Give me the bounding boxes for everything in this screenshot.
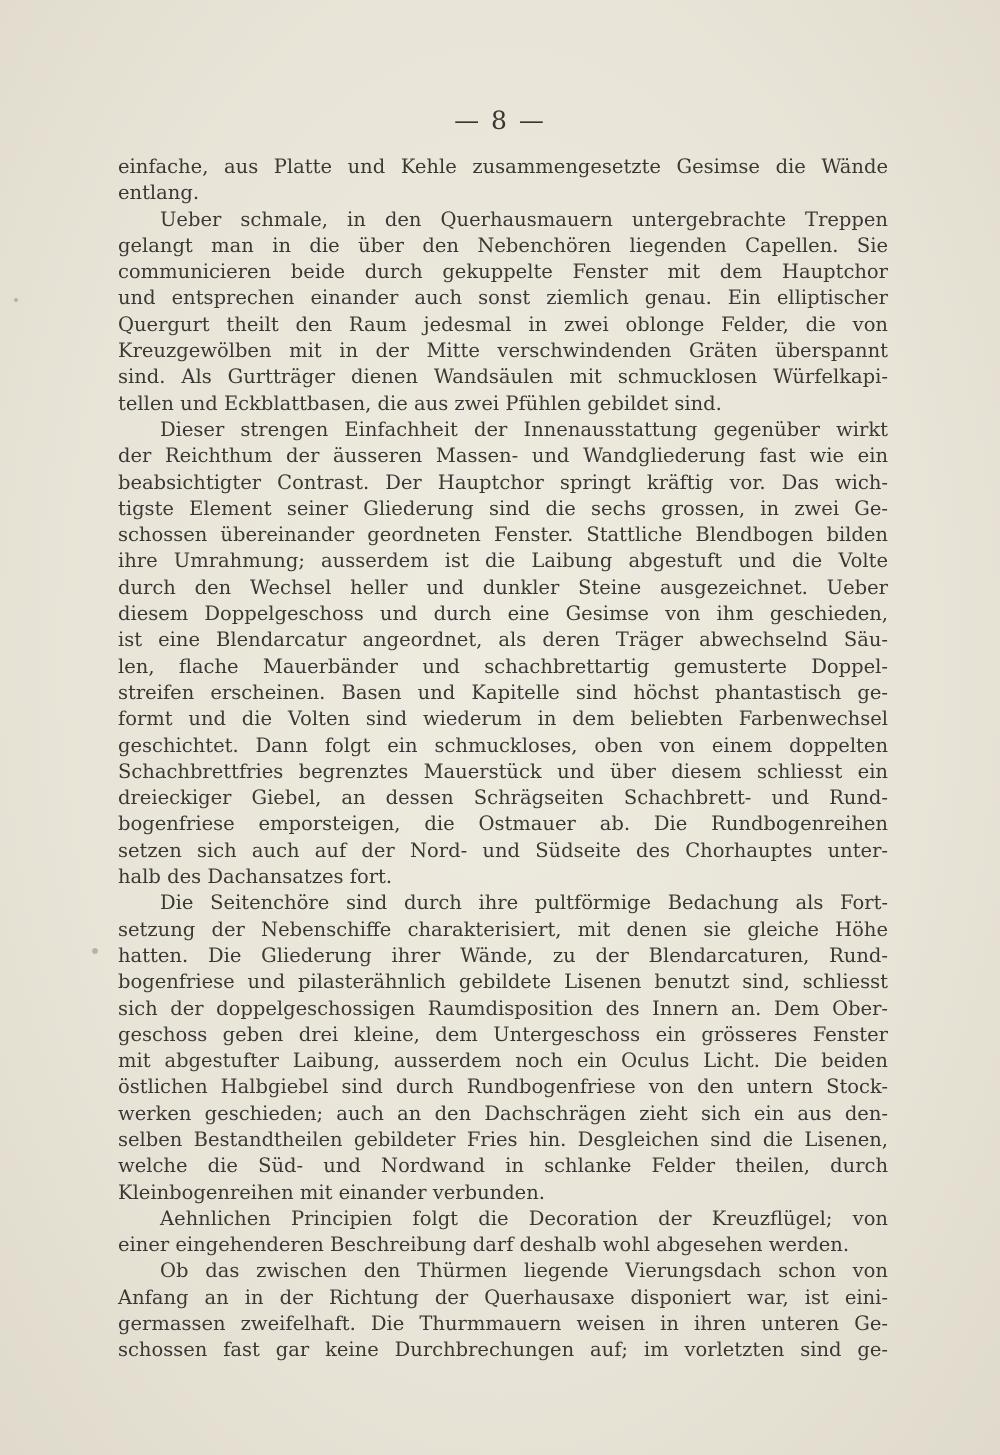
text-line: streifen erscheinen. Basen und Kapitelle sind höchst phantastisch ge- <box>118 680 888 704</box>
text-line: schossen übereinander geordneten Fenster. Stattliche Blendbogen bilden <box>118 523 888 547</box>
text-line: Aehnlichen Principien folgt die Decoration der Kreuzflügel; von <box>160 1206 888 1230</box>
text-line: mit abgestufter Laibung, ausserdem noch ein Oculus Licht. Die beiden <box>118 1049 888 1073</box>
text-line: gelangt man in die über den Nebenchören liegenden Capellen. Sie <box>118 233 888 257</box>
paper-speck <box>92 948 98 954</box>
text-line: geschoss geben drei kleine, dem Untergeschoss ein grösseres Fenster <box>118 1022 888 1046</box>
text-line: und entsprechen einander auch sonst ziemlich genau. Ein elliptischer <box>118 286 888 310</box>
text-line: communicieren beide durch gekuppelte Fenster mit dem Hauptchor <box>118 260 888 284</box>
text-line: formt und die Volten sind wiederum in dem beliebten Farbenwechsel <box>118 707 888 731</box>
text-line: dreieckiger Giebel, an dessen Schrägseiten Schachbrett- und Rund- <box>118 786 888 810</box>
text-line: östlichen Halbgiebel sind durch Rundbogenfriese von den untern Stock- <box>118 1075 888 1099</box>
text-line: Schachbrettfries begrenztes Mauerstück und über diesem schliesst ein <box>118 759 888 783</box>
text-line: bogenfriese emporsteigen, die Ostmauer ab. Die Rundbogenreihen <box>118 812 888 836</box>
text-line: ihre Umrahmung; ausserdem ist die Laibung abgestuft und die Volte <box>118 549 888 573</box>
page-number: — 8 — <box>454 106 546 135</box>
text-line: schossen fast gar keine Durchbrechungen auf; im vorletzten sind ge- <box>118 1338 888 1362</box>
text-line: geschichtet. Dann folgt ein schmuckloses, oben von einem doppelten <box>118 733 888 757</box>
text-line: Kreuzgewölben mit in der Mitte verschwindenden Gräten überspannt <box>118 339 888 363</box>
text-line: len, flache Mauerbänder und schachbrettartig gemusterte Doppel- <box>118 654 888 678</box>
paper-speck <box>14 298 18 302</box>
body-text <box>118 154 888 1364</box>
text-line: tellen und Eckblattbasen, die aus zwei Pfühlen gebildet sind. <box>118 391 722 415</box>
text-line: setzung der Nebenschiffe charakterisiert, mit denen sie gleiche Höhe <box>118 917 888 941</box>
text-line: einer eingehenderen Beschreibung darf deshalb wohl abgesehen werden. <box>118 1233 850 1257</box>
text-line: tigste Element seiner Gliederung sind die sechs grossen, in zwei Ge- <box>118 496 888 520</box>
text-line: welche die Süd- und Nordwand in schlanke Felder theilen, durch <box>118 1154 888 1178</box>
text-line: Kleinbogenreihen mit einander verbunden. <box>118 1180 545 1204</box>
text-line: durch den Wechsel heller und dunkler Steine ausgezeichnet. Ueber <box>118 575 888 599</box>
text-line: einfache, aus Platte und Kehle zusammengesetzte Gesimse die Wände <box>118 155 888 178</box>
text-line: beabsichtigter Contrast. Der Hauptchor springt kräftig vor. Das wich- <box>118 470 888 494</box>
text-line: Ob das zwischen den Thürmen liegende Vierungsdach schon von <box>160 1259 888 1283</box>
text-line: Anfang an in der Richtung der Querhausaxe disponiert war, ist eini- <box>118 1285 888 1309</box>
text-line: Ueber schmale, in den Querhausmauern untergebrachte Treppen <box>160 207 888 231</box>
text-line: diesem Doppelgeschoss und durch eine Gesimse von ihm geschieden, <box>118 602 888 626</box>
text-line: setzen sich auch auf der Nord- und Südseite des Chorhauptes unter- <box>118 838 888 862</box>
text-line: ist eine Blendarcatur angeordnet, als deren Träger abwechselnd Säu- <box>118 628 888 652</box>
text-line: Dieser strengen Einfachheit der Innenausstattung gegenüber wirkt <box>160 417 888 441</box>
text-line: werken geschieden; auch an den Dachschrägen zieht sich ein aus den- <box>118 1101 888 1125</box>
text-line: sind. Als Gurtträger dienen Wandsäulen mit schmucklosen Würfelkapi- <box>118 365 888 389</box>
text-line: der Reichthum der äusseren Massen- und Wandgliederung fast wie ein <box>118 444 888 468</box>
text-line: Quergurt theilt den Raum jedesmal in zwei oblonge Felder, die von <box>118 312 888 336</box>
text-line: sich der doppelgeschossigen Raumdisposition des Innern an. Dem Ober- <box>118 996 888 1020</box>
text-line: germassen zweifelhaft. Die Thurmmauern weisen in ihren unteren Ge- <box>118 1312 888 1336</box>
text-line: entlang. <box>118 181 200 205</box>
text-line: halb des Dachansatzes fort. <box>118 865 393 889</box>
text-line: selben Bestandtheilen gebildeter Fries hin. Desgleichen sind die Lisenen, <box>118 1127 888 1151</box>
text-line: bogenfriese und pilasterähnlich gebildete Lisenen benutzt sind, schliesst <box>118 970 888 994</box>
text-line: hatten. Die Gliederung ihrer Wände, zu der Blendarcaturen, Rund- <box>118 943 888 967</box>
text-line: Die Seitenchöre sind durch ihre pultförmige Bedachung als Fort- <box>160 891 888 915</box>
